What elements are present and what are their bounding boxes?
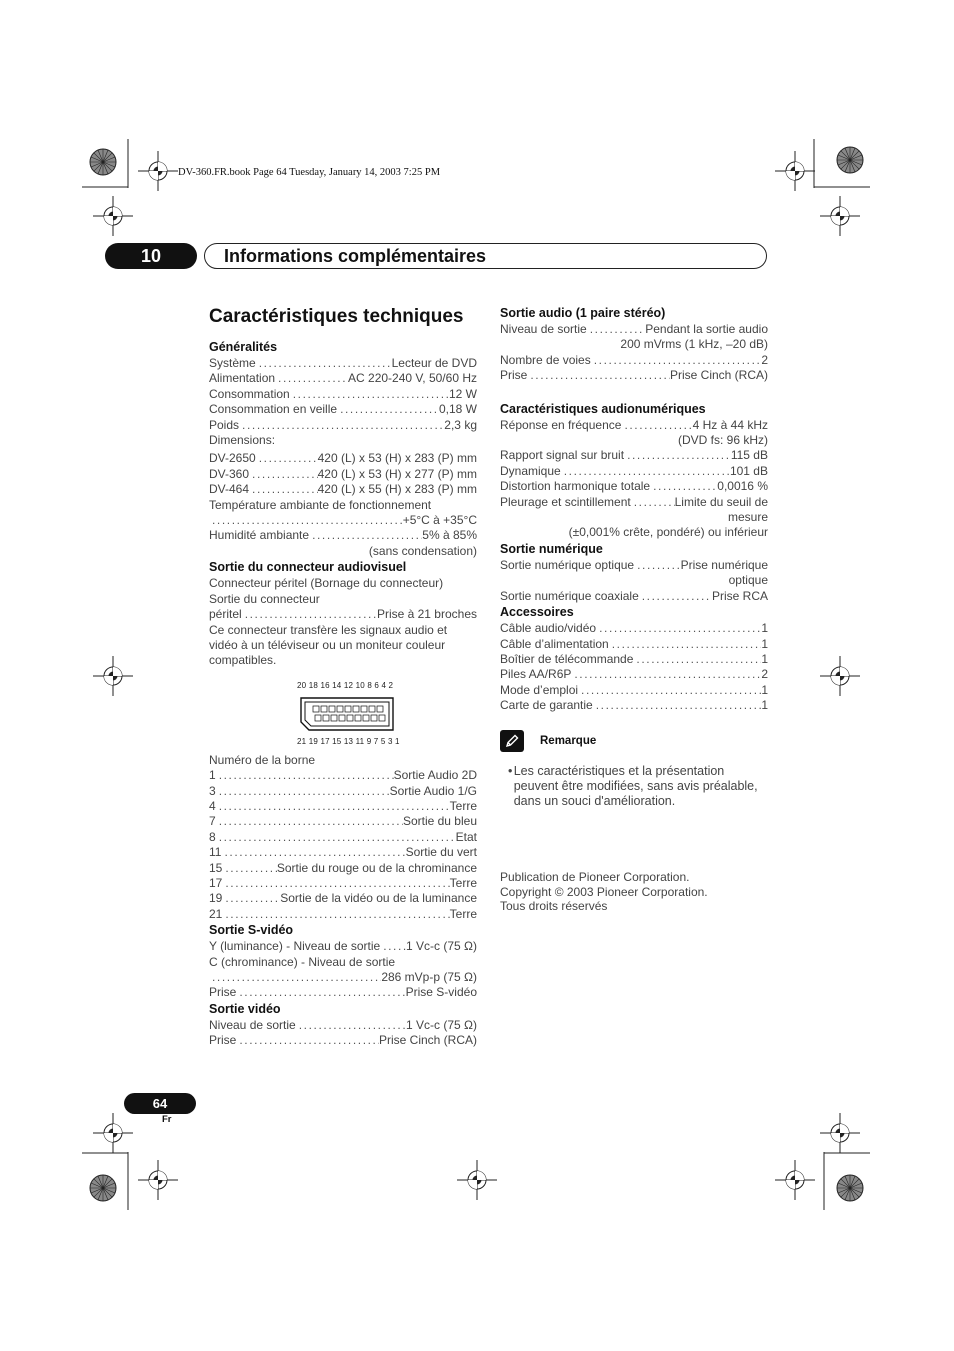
page-number-badge: 64 (124, 1093, 196, 1114)
publisher-block (500, 870, 768, 914)
pin-row: 17 ..... Terre (209, 876, 477, 891)
audio-level-continued: 200 mVrms (1 kHz, –20 dB) (620, 337, 768, 352)
pin-row: 8 ..... Etat (209, 830, 477, 845)
spec-list-generalites (209, 356, 477, 559)
scart-connector-icon (297, 694, 397, 734)
pin-row: 11 ..... Sortie du vert (209, 845, 477, 860)
accessory-row: Boîtier de télécommande ..... 1 (500, 652, 768, 667)
scart-line-1: Connecteur péritel (Bornage du connecteur) (209, 576, 444, 591)
pin-row: 4 ..... Terre (209, 799, 477, 814)
section-title-audionumerique: Caractéristiques audionumériques (500, 401, 706, 416)
note-header (500, 730, 768, 752)
section-title-accessoires: Accessoires (500, 605, 574, 620)
spec-row: Consommation en veille ..... 0,18 W (209, 402, 477, 417)
accessory-row: Carte de garantie ..... 1 (500, 698, 768, 713)
page-title: Caractéristiques techniques (209, 306, 464, 327)
note-bullet: • (508, 763, 513, 778)
note-text: Les caractéristiques et la présentation peuvent être modifiées, sans avis préalable, dans un souci d'amélioration. (513, 763, 758, 809)
spec-row: Prise ..... Prise S-vidéo (209, 985, 477, 1000)
left-column (209, 305, 477, 1049)
scart-connector-diagram (297, 681, 402, 747)
scart-description: Ce connecteur transfère les signaux audio et vidéo à un téléviseur ou un moniteur couleur compatibles. (209, 622, 448, 668)
right-column (500, 305, 768, 914)
spec-row: Poids ..... 2,3 kg (209, 418, 477, 433)
publisher-line-2: Copyright © 2003 Pioneer Corporation. (500, 884, 708, 899)
scart-line-2: Sortie du connecteur (209, 591, 320, 606)
spec-row: Rapport signal sur bruit ..... 115 dB (500, 448, 768, 463)
chapter-title: Informations complémentaires (224, 246, 487, 266)
pin-row: 19 ..... Sortie de la vidéo ou de la luminance (209, 891, 477, 906)
accessory-row: Câble d’alimentation ..... 1 (500, 637, 768, 652)
spec-row: Y (luminance) - Niveau de sortie ..... 1 Vc-c (75 Ω) (209, 939, 477, 954)
temperature-label: Température ambiante de fonctionnement (209, 497, 432, 512)
print-header: DV-360.FR.book Page 64 Tuesday, January 14, 2003 7:25 PM (178, 167, 441, 178)
spec-row: Dynamique ..... 101 dB (500, 464, 768, 479)
section-title-video: Sortie vidéo (209, 1001, 281, 1016)
page-language: Fr (162, 1114, 172, 1125)
spec-row: ..... 286 mVp-p (75 Ω) (209, 970, 477, 985)
section-title-audiovisuel: Sortie du connecteur audiovisuel (209, 560, 407, 575)
spec-row: DV-2650 ..... 420 (L) x 53 (H) x 283 (P) mm (209, 451, 477, 466)
pin-number-header: Numéro de la borne (209, 752, 316, 767)
spec-row: Prise ..... Prise Cinch (RCA) (209, 1033, 477, 1048)
spec-row: Niveau de sortie ..... Pendant la sortie audio (500, 322, 768, 337)
spec-row: Nombre de voies ..... 2 (500, 353, 768, 368)
spec-row: Consommation ..... 12 W (209, 387, 477, 402)
spec-row: Humidité ambiante ..... 5% à 85% (209, 528, 477, 543)
pin-row: 7 ..... Sortie du bleu (209, 814, 477, 829)
section-title-audio: Sortie audio (1 paire stéréo) (500, 306, 666, 320)
wow-continued-2: (±0,001% crête, pondéré) ou inférieur (568, 525, 768, 540)
spec-row: ..... +5°C à +35°C (209, 513, 477, 528)
pin-row: 1 ..... Sortie Audio 2D (209, 768, 477, 783)
humidity-note: (sans condensation) (368, 543, 477, 558)
spec-row: péritel ..... Prise à 21 broches (209, 607, 477, 622)
publisher-line-3: Tous droits réservés (500, 899, 608, 914)
spec-row: Prise ..... Prise Cinch (RCA) (500, 368, 768, 383)
spec-row: Sortie numérique coaxiale ..... Prise RCA (500, 589, 768, 604)
spec-row: Distortion harmonique totale ..... 0,0016 % (500, 479, 768, 494)
section-title-numerique: Sortie numérique (500, 541, 603, 556)
scart-pins-top: 20 18 16 14 12 10 8 6 4 2 (297, 680, 394, 690)
chapter-number-badge: 10 (105, 243, 197, 269)
publisher-line-1: Publication de Pioneer Corporation. (500, 869, 690, 884)
section-title-svideo: Sortie S-vidéo (209, 923, 294, 938)
spec-row: DV-464 ..... 420 (L) x 55 (H) x 283 (P) mm (209, 482, 477, 497)
response-continued: (DVD fs: 96 kHz) (677, 433, 768, 448)
spec-row: Alimentation ..... AC 220-240 V, 50/60 Hz (209, 371, 477, 386)
spec-row: Sortie numérique optique ..... Prise numérique (500, 558, 768, 573)
pin-row: 3 ..... Sortie Audio 1/G (209, 784, 477, 799)
note-item (500, 764, 768, 810)
spec-row: Pleurage et scintillement ..... Limite du seuil de (500, 495, 768, 510)
scart-pins-bottom: 21 19 17 15 13 11 9 7 5 3 1 (297, 736, 400, 746)
spec-row: Réponse en fréquence ..... 4 Hz à 44 kHz (500, 418, 768, 433)
pin-list (209, 768, 477, 922)
pin-row: 21 ..... Terre (209, 907, 477, 922)
spec-row: Niveau de sortie ..... 1 Vc-c (75 Ω) (209, 1018, 477, 1033)
pin-row: 15 ..... Sortie du rouge ou de la chrominance (209, 861, 477, 876)
note-box (500, 730, 768, 810)
spec-row: Système ..... Lecteur de DVD (209, 356, 477, 371)
spec-row: DV-360 ..... 420 (L) x 53 (H) x 277 (P) mm (209, 467, 477, 482)
accessory-row: Mode d’emploi ..... 1 (500, 683, 768, 698)
pencil-icon (500, 730, 524, 752)
chrominance-label: C (chrominance) - Niveau de sortie (209, 954, 396, 969)
section-title-generalites: Généralités (209, 340, 278, 354)
note-label: Remarque (540, 734, 597, 747)
wow-continued-1: mesure (727, 510, 768, 525)
optical-continued: optique (728, 573, 768, 588)
dimensions-label: Dimensions: (209, 433, 276, 448)
accessory-row: Câble audio/vidéo ..... 1 (500, 621, 768, 636)
accessory-row: Piles AA/R6P ..... 2 (500, 667, 768, 682)
